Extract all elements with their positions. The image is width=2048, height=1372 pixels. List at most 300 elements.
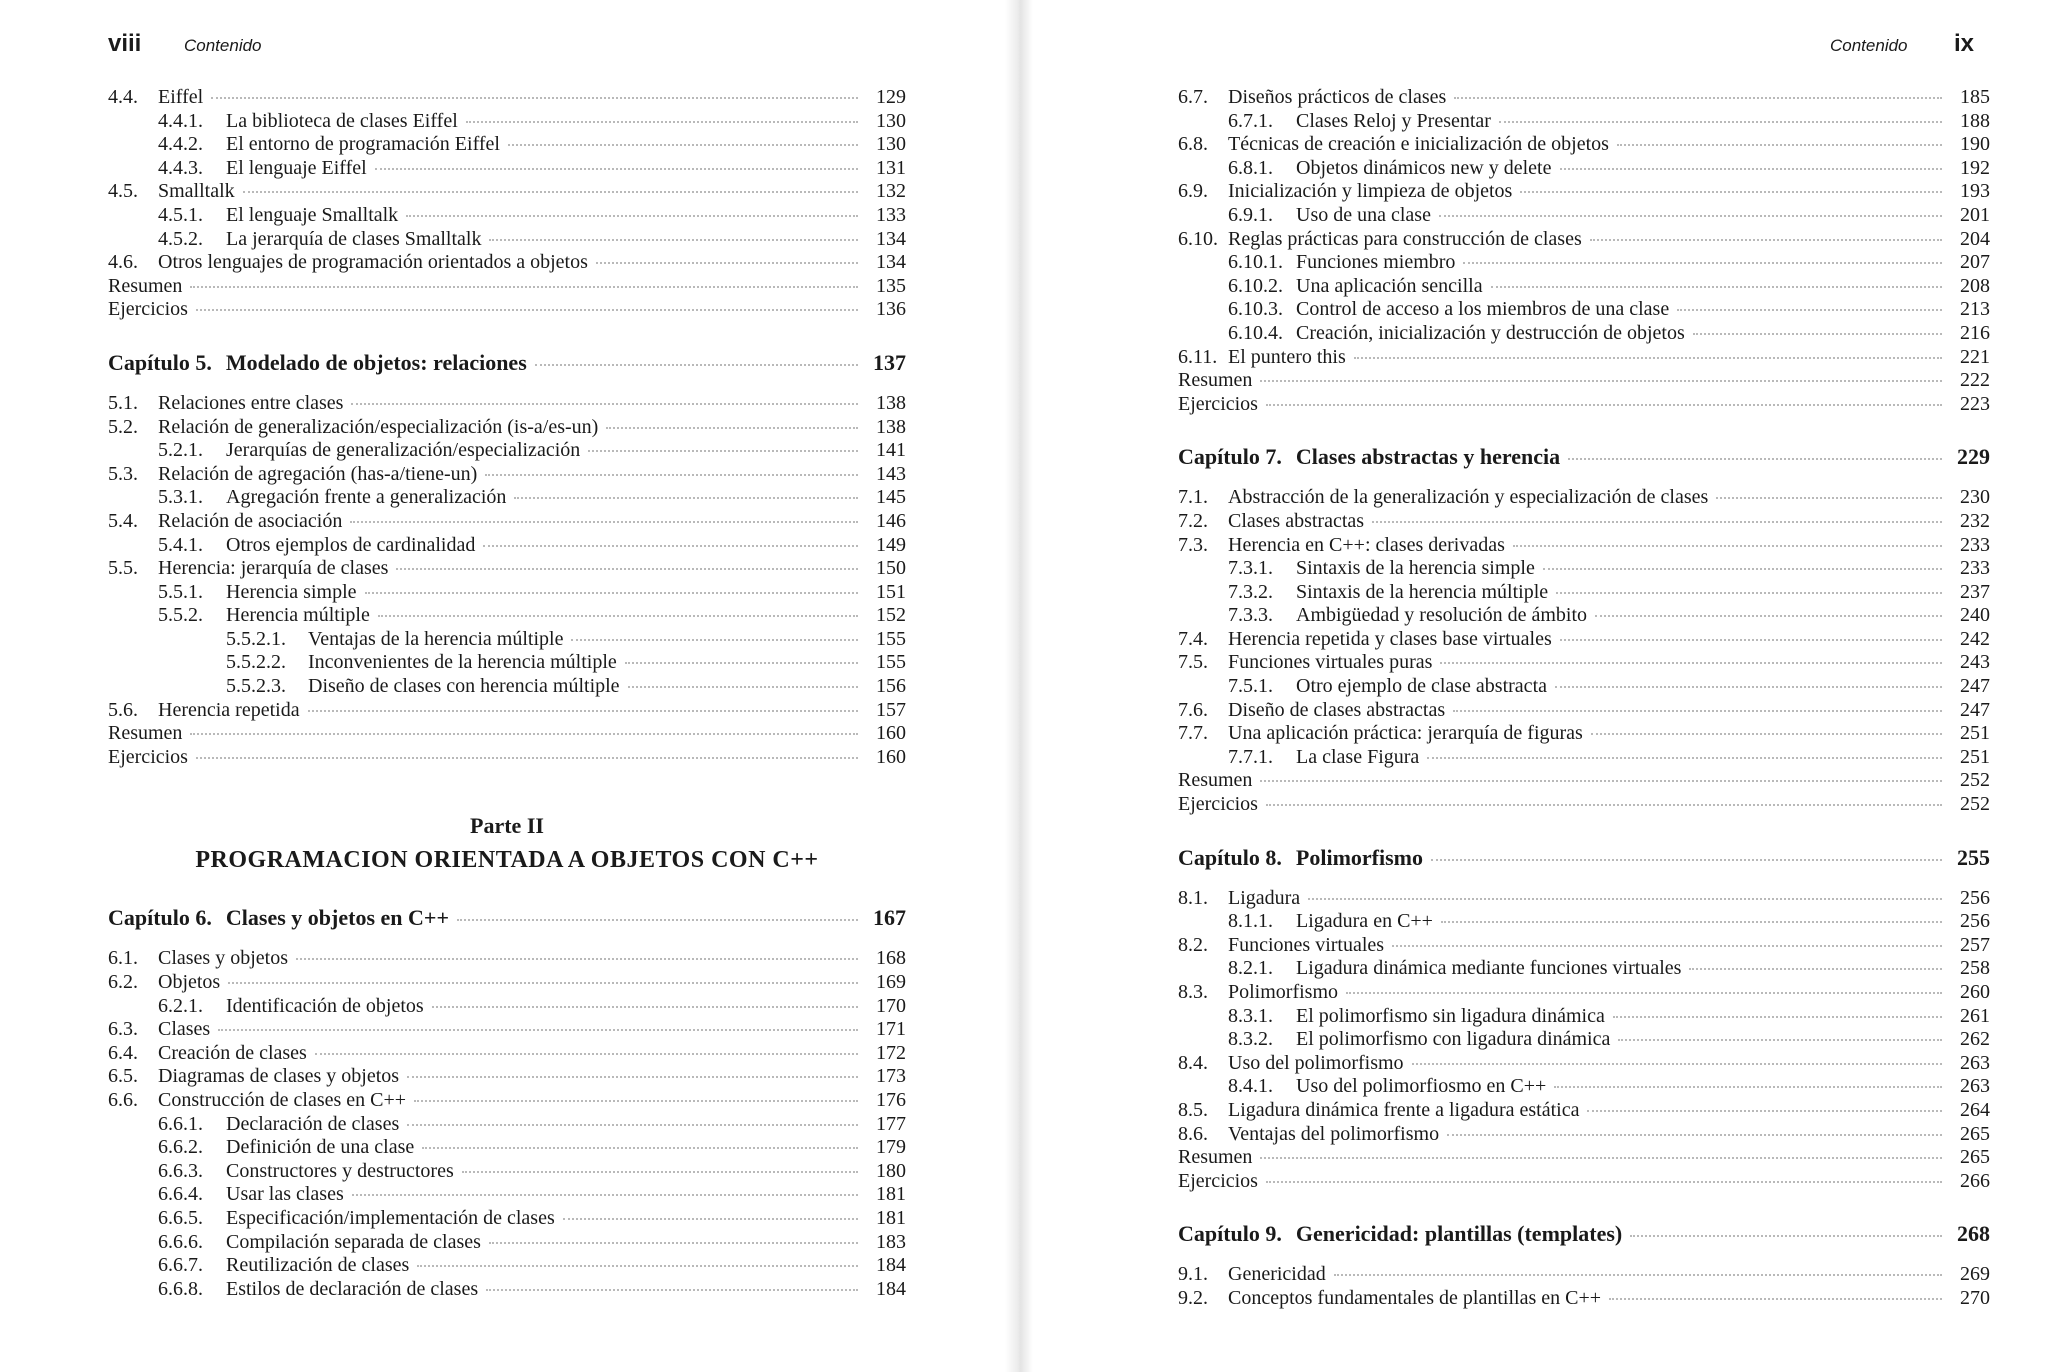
entry-page: 188 — [1960, 109, 1990, 132]
entry-title: Abstracción de la generalización y especialización de clases — [1228, 486, 1709, 509]
dot-leader — [486, 1289, 858, 1291]
entry-page: 260 — [1960, 981, 1990, 1003]
entry-page: 251 — [1960, 745, 1990, 768]
entry-page: 141 — [876, 439, 906, 462]
entry-number: 5.4. — [108, 509, 138, 532]
part-label: Parte II — [470, 813, 544, 839]
dot-leader — [1568, 458, 1942, 460]
entry-title: La biblioteca de clases Eiffel — [226, 109, 458, 132]
entry-number: 8.3. — [1178, 981, 1208, 1003]
dot-leader — [1392, 945, 1942, 947]
entry-number: 8.3.2. — [1228, 1028, 1273, 1051]
entry-page: 176 — [876, 1089, 906, 1111]
entry-title: Uso del polimorfismo — [1228, 1051, 1404, 1074]
toc-entry — [108, 604, 906, 628]
entry-number: 6.3. — [108, 1018, 138, 1041]
dot-leader — [407, 1124, 858, 1126]
toc-entry — [1178, 322, 1990, 346]
entry-title: Técnicas de creación e inicialización de objetos — [1228, 133, 1609, 156]
entry-title: Relación de agregación (has-a/tiene-un) — [158, 462, 478, 485]
entry-title: Compilación separada de clases — [226, 1230, 481, 1253]
chapter-number: Capítulo 5. — [108, 349, 212, 375]
entry-page: 208 — [1960, 274, 1990, 297]
toc-entry — [108, 486, 906, 510]
toc-entry — [108, 699, 906, 723]
toc-entry — [108, 995, 906, 1019]
entry-number: 4.5. — [108, 180, 138, 203]
entry-number: 5.5. — [108, 557, 138, 580]
table-of-contents — [1178, 86, 1990, 1311]
page-number: ix — [1954, 30, 1975, 57]
dot-leader — [457, 919, 858, 921]
chapter-title: Polimorfismo — [1295, 844, 1424, 870]
toc-entry — [1178, 393, 1990, 417]
entry-title: Declaración de clases — [226, 1112, 400, 1135]
chapter-page: 229 — [1957, 444, 1990, 470]
dot-leader — [508, 144, 858, 146]
dot-leader — [489, 1242, 858, 1244]
entry-number: 7.3.1. — [1228, 557, 1273, 580]
toc-entry — [1178, 133, 1990, 157]
toc-entry — [108, 557, 906, 581]
chapter-page: 137 — [873, 349, 906, 375]
dot-leader — [1427, 757, 1942, 759]
dot-leader — [1590, 239, 1942, 241]
toc-entry — [108, 416, 906, 440]
entry-title: Constructores y destructores — [226, 1159, 454, 1182]
dot-leader — [243, 191, 858, 193]
dot-leader — [606, 427, 858, 429]
entry-title: Ejercicios — [1178, 392, 1258, 415]
entry-page: 157 — [876, 698, 906, 721]
toc-entry — [108, 180, 906, 204]
toc-entry — [1178, 228, 1990, 252]
entry-title: Resumen — [1178, 1146, 1253, 1169]
entry-page: 138 — [876, 391, 906, 414]
entry-page: 184 — [876, 1254, 906, 1277]
toc-entry — [1178, 557, 1990, 581]
entry-number: 8.4. — [1178, 1051, 1208, 1074]
entry-title: Otros ejemplos de cardinalidad — [226, 533, 476, 556]
dot-leader — [625, 662, 858, 664]
toc-entry — [108, 628, 906, 652]
dot-leader — [414, 1100, 858, 1102]
dot-leader — [196, 309, 858, 311]
toc-entry — [108, 1089, 906, 1113]
dot-leader — [422, 1147, 858, 1149]
running-head: Contenido — [1830, 36, 1908, 55]
dot-leader — [1543, 568, 1942, 570]
dot-leader — [1555, 686, 1942, 688]
entry-title: Ejercicios — [108, 745, 188, 768]
entry-number: 6.5. — [108, 1065, 138, 1088]
entry-number: 6.6.7. — [158, 1254, 203, 1277]
dot-leader — [351, 403, 858, 405]
toc-entry — [108, 722, 906, 746]
entry-page: 146 — [876, 509, 906, 532]
toc-entry — [1178, 1005, 1990, 1029]
entry-number: 7.7.1. — [1228, 745, 1273, 768]
entry-title: Clases — [158, 1018, 211, 1041]
toc-entry — [1178, 1028, 1990, 1052]
entry-title: Diagramas de clases y objetos — [158, 1065, 400, 1088]
entry-title: Ambigüedad y resolución de ámbito — [1296, 604, 1588, 627]
entry-page: 265 — [1960, 1122, 1990, 1145]
entry-page: 160 — [876, 745, 906, 768]
entry-page: 230 — [1960, 486, 1990, 509]
toc-entry — [1178, 275, 1990, 299]
toc-entry — [108, 463, 906, 487]
dot-leader — [1354, 357, 1942, 359]
entry-number: 8.4.1. — [1228, 1075, 1273, 1098]
toc-entry — [108, 947, 906, 971]
entry-number: 7.7. — [1178, 722, 1208, 745]
entry-number: 5.1. — [108, 391, 138, 414]
dot-leader — [1560, 639, 1942, 641]
dot-leader — [308, 710, 858, 712]
entry-title: Reutilización de clases — [226, 1254, 410, 1277]
dot-leader — [1618, 1039, 1942, 1041]
dot-leader — [1587, 1110, 1942, 1112]
dot-leader — [514, 497, 858, 499]
entry-page: 192 — [1960, 156, 1990, 179]
entry-title: Clases abstractas — [1228, 509, 1365, 532]
entry-title: Clases Reloj y Presentar — [1296, 109, 1491, 132]
running-head: Contenido — [184, 36, 262, 55]
chapter-number: Capítulo 7. — [1178, 444, 1282, 470]
dot-leader — [1260, 1157, 1942, 1159]
toc-entry — [108, 534, 906, 558]
entry-page: 155 — [876, 627, 906, 650]
entry-title: Resumen — [1178, 769, 1253, 792]
entry-page: 201 — [1960, 203, 1990, 226]
entry-title: Identificación de objetos — [226, 994, 424, 1017]
part-title: PROGRAMACION ORIENTADA A OBJETOS CON C++ — [195, 847, 819, 874]
dot-leader — [1617, 144, 1942, 146]
entry-page: 136 — [876, 298, 906, 321]
dot-leader — [228, 982, 858, 984]
entry-page: 257 — [1960, 933, 1990, 956]
entry-title: Funciones miembro — [1296, 251, 1456, 274]
dot-leader — [1346, 992, 1942, 994]
entry-title: Relación de asociación — [158, 509, 343, 532]
dot-leader — [485, 474, 858, 476]
entry-title: El entorno de programación Eiffel — [226, 133, 500, 156]
entry-page: 243 — [1960, 651, 1990, 674]
chapter-title: Clases y objetos en C++ — [225, 905, 449, 931]
toc-entry — [108, 1207, 906, 1231]
entry-page: 134 — [876, 251, 906, 274]
dot-leader — [1556, 592, 1942, 594]
table-of-contents — [108, 86, 906, 1301]
dot-leader — [1613, 1016, 1942, 1018]
dot-leader — [1609, 1298, 1942, 1300]
dot-leader — [596, 262, 858, 264]
entry-title: Definición de una clase — [226, 1136, 415, 1159]
entry-number: 6.10.3. — [1228, 298, 1283, 321]
entry-page: 266 — [1960, 1169, 1990, 1192]
toc-entry — [1178, 934, 1990, 958]
entry-title: Objetos dinámicos new y delete — [1296, 156, 1552, 179]
entry-page: 181 — [876, 1206, 906, 1229]
dot-leader — [350, 521, 858, 523]
entry-number: 6.7.1. — [1228, 109, 1273, 132]
entry-page: 240 — [1960, 604, 1990, 627]
entry-number: 7.4. — [1178, 627, 1208, 650]
toc-entry — [1178, 675, 1990, 699]
toc-entry — [108, 1183, 906, 1207]
toc-entry — [108, 439, 906, 463]
entry-number: 8.5. — [1178, 1098, 1208, 1121]
entry-title: Herencia múltiple — [226, 604, 370, 627]
entry-page: 131 — [876, 156, 906, 179]
dot-leader — [466, 121, 858, 123]
entry-title: Funciones virtuales puras — [1228, 651, 1433, 674]
toc-entry — [1178, 157, 1990, 181]
entry-number: 7.2. — [1178, 509, 1208, 532]
dot-leader — [1560, 168, 1943, 170]
toc-section — [108, 392, 906, 770]
entry-title: Ejercicios — [1178, 1169, 1258, 1192]
toc-entry — [1178, 1052, 1990, 1076]
entry-number: 7.6. — [1178, 698, 1208, 721]
entry-page: 180 — [876, 1159, 906, 1182]
entry-title: Especificación/implementación de clases — [226, 1206, 555, 1229]
toc-entry — [108, 651, 906, 675]
entry-title: Reglas prácticas para construcción de clases — [1228, 227, 1582, 250]
dot-leader — [483, 545, 858, 547]
entry-number: 5.2.1. — [158, 439, 203, 462]
dot-leader — [375, 168, 858, 170]
toc-entry — [1178, 251, 1990, 275]
entry-title: Resumen — [108, 722, 183, 745]
toc-entry — [108, 133, 906, 157]
entry-page: 264 — [1960, 1098, 1990, 1121]
entry-number: 6.6.1. — [158, 1112, 203, 1135]
entry-page: 130 — [876, 133, 906, 156]
toc-entry — [108, 228, 906, 252]
dot-leader — [1630, 1235, 1942, 1237]
toc-entry — [108, 1018, 906, 1042]
entry-page: 223 — [1960, 392, 1990, 415]
toc-entry — [1178, 86, 1990, 110]
chapter-number: Capítulo 6. — [108, 905, 212, 931]
dot-leader — [1439, 215, 1942, 217]
dot-leader — [407, 1076, 858, 1078]
entry-title: Agregación frente a generalización — [226, 486, 507, 509]
toc-entry — [108, 1136, 906, 1160]
toc-entry — [1178, 699, 1990, 723]
toc-entry — [108, 275, 906, 299]
entry-page: 247 — [1960, 698, 1990, 721]
toc-entry — [108, 392, 906, 416]
entry-title: El lenguaje Eiffel — [226, 156, 367, 179]
entry-number: 6.10.1. — [1228, 251, 1283, 274]
entry-number: 8.3.1. — [1228, 1004, 1273, 1027]
entry-title: Una aplicación sencilla — [1296, 274, 1483, 297]
entry-number: 6.6.5. — [158, 1206, 203, 1229]
entry-title: Eiffel — [158, 86, 204, 108]
entry-page: 134 — [876, 227, 906, 250]
entry-page: 149 — [876, 533, 906, 556]
toc-entry — [1178, 746, 1990, 770]
chapter-number: Capítulo 9. — [1178, 1221, 1282, 1247]
toc-entry — [1178, 957, 1990, 981]
entry-number: 6.10.4. — [1228, 321, 1283, 344]
toc-entry — [1178, 722, 1990, 746]
entry-title: Herencia en C++: clases derivadas — [1228, 533, 1505, 556]
entry-title: Funciones virtuales — [1228, 933, 1385, 956]
entry-number: 6.6. — [108, 1089, 138, 1111]
toc-section — [1178, 887, 1990, 1194]
entry-number: 6.6.6. — [158, 1230, 203, 1253]
right-page — [1018, 0, 2048, 1372]
entry-page: 168 — [876, 947, 906, 970]
entry-page: 233 — [1960, 533, 1990, 556]
entry-page: 256 — [1960, 886, 1990, 909]
entry-number: 7.3.2. — [1228, 580, 1273, 603]
dot-leader — [1716, 497, 1942, 499]
dot-leader — [489, 239, 858, 241]
dot-leader — [1441, 921, 1942, 923]
toc-section — [1178, 86, 1990, 416]
entry-page: 181 — [876, 1183, 906, 1206]
entry-page: 251 — [1960, 722, 1990, 745]
entry-number: 9.1. — [1178, 1263, 1208, 1286]
entry-title: Ligadura dinámica frente a ligadura estática — [1228, 1098, 1580, 1121]
entry-page: 156 — [876, 675, 906, 698]
entry-page: 173 — [876, 1065, 906, 1088]
toc-entry — [1178, 534, 1990, 558]
entry-number: 6.6.3. — [158, 1159, 203, 1182]
dot-leader — [1499, 121, 1942, 123]
entry-title: Otros lenguajes de programación orientados a objetos — [158, 251, 588, 274]
entry-page: 130 — [876, 109, 906, 132]
entry-title: Herencia repetida y clases base virtuales — [1228, 627, 1552, 650]
chapter-page: 167 — [873, 905, 906, 931]
entry-page: 169 — [876, 971, 906, 994]
part-heading — [108, 809, 906, 877]
dot-leader — [196, 757, 858, 759]
dot-leader — [417, 1265, 858, 1267]
dot-leader — [1260, 380, 1942, 382]
toc-entry — [1178, 346, 1990, 370]
toc-section — [108, 86, 906, 322]
toc-section — [1178, 486, 1990, 816]
entry-title: Creación de clases — [158, 1041, 307, 1064]
entry-title: Creación, inicialización y destrucción de objetos — [1296, 321, 1685, 344]
dot-leader — [1454, 97, 1942, 99]
chapter-heading — [1178, 835, 1990, 881]
toc-entry — [108, 157, 906, 181]
chapter-title: Modelado de objetos: relaciones — [225, 349, 527, 375]
entry-page: 132 — [876, 180, 906, 203]
chapter-heading — [108, 340, 906, 386]
entry-title: Ejercicios — [108, 298, 188, 321]
entry-number: 4.4.1. — [158, 109, 203, 132]
entry-number: 6.10.2. — [1228, 274, 1283, 297]
entry-number: 5.3.1. — [158, 486, 203, 509]
entry-title: El polimorfismo sin ligadura dinámica — [1296, 1004, 1605, 1027]
entry-title: Construcción de clases en C++ — [158, 1089, 407, 1111]
entry-page: 237 — [1960, 580, 1990, 603]
entry-page: 216 — [1960, 321, 1990, 344]
toc-entry — [108, 675, 906, 699]
entry-number: 4.6. — [108, 251, 138, 274]
entry-title: Estilos de declaración de clases — [226, 1277, 479, 1300]
entry-page: 207 — [1960, 251, 1990, 274]
entry-page: 252 — [1960, 793, 1990, 816]
entry-number: 6.10. — [1178, 227, 1218, 250]
entry-page: 213 — [1960, 298, 1990, 321]
entry-number: 6.6.4. — [158, 1183, 203, 1206]
entry-number: 6.6.8. — [158, 1277, 203, 1300]
dot-leader — [462, 1171, 858, 1173]
entry-title: Jerarquías de generalización/especialización — [226, 439, 581, 462]
dot-leader — [1412, 1063, 1942, 1065]
entry-number: 7.5.1. — [1228, 675, 1273, 698]
entry-number: 6.7. — [1178, 86, 1208, 108]
entry-title: La clase Figura — [1296, 745, 1420, 768]
dot-leader — [406, 215, 858, 217]
toc-entry — [1178, 651, 1990, 675]
dot-leader — [1463, 262, 1942, 264]
entry-page: 151 — [876, 580, 906, 603]
entry-page: 204 — [1960, 227, 1990, 250]
dot-leader — [1266, 1181, 1942, 1183]
entry-page: 263 — [1960, 1051, 1990, 1074]
entry-title: Herencia: jerarquía de clases — [158, 557, 389, 580]
chapter-heading — [1178, 434, 1990, 480]
toc-entry — [1178, 298, 1990, 322]
toc-entry — [108, 1254, 906, 1278]
toc-entry — [1178, 910, 1990, 934]
dot-leader — [1260, 780, 1942, 782]
entry-title: Ligadura — [1228, 886, 1301, 909]
dot-leader — [1591, 733, 1942, 735]
entry-title: Ejercicios — [1178, 793, 1258, 816]
entry-page: 221 — [1960, 345, 1990, 368]
toc-entry — [1178, 1263, 1990, 1287]
entry-number: 7.3.3. — [1228, 604, 1273, 627]
entry-number: 6.9. — [1178, 180, 1208, 203]
toc-entry — [1178, 1146, 1990, 1170]
entry-page: 258 — [1960, 957, 1990, 980]
dot-leader — [190, 286, 858, 288]
toc-entry — [1178, 1075, 1990, 1099]
dot-leader — [1677, 309, 1942, 311]
dot-leader — [1308, 898, 1942, 900]
entry-page: 232 — [1960, 509, 1990, 532]
entry-page: 150 — [876, 557, 906, 580]
entry-number: 8.1.1. — [1228, 910, 1273, 933]
dot-leader — [571, 639, 858, 641]
entry-number: 4.5.1. — [158, 203, 203, 226]
toc-entry — [108, 110, 906, 134]
entry-page: 193 — [1960, 180, 1990, 203]
toc-entry — [108, 581, 906, 605]
toc-entry — [1178, 510, 1990, 534]
entry-number: 7.1. — [1178, 486, 1208, 509]
entry-title: Ventajas de la herencia múltiple — [308, 627, 564, 650]
dot-leader — [296, 958, 858, 960]
entry-title: La jerarquía de clases Smalltalk — [226, 227, 482, 250]
dot-leader — [1491, 286, 1942, 288]
dot-leader — [352, 1194, 858, 1196]
toc-entry — [1178, 628, 1990, 652]
dot-leader — [563, 1218, 858, 1220]
entry-number: 8.2. — [1178, 933, 1208, 956]
